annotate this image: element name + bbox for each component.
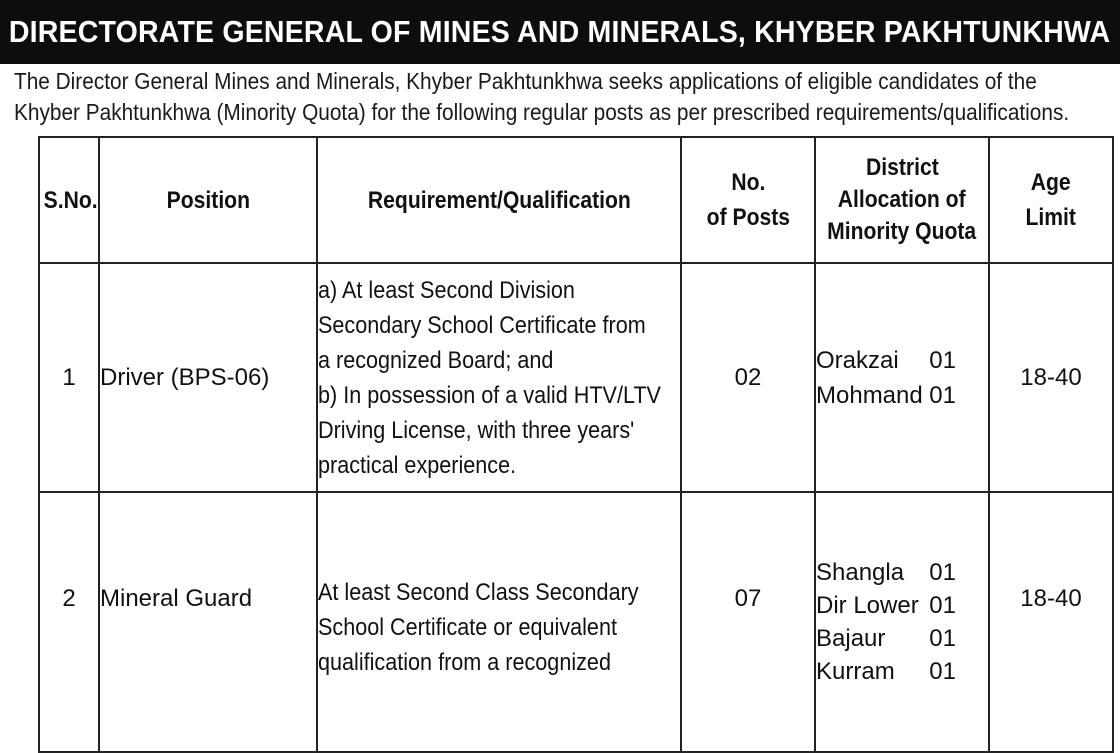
district-name: Mohmand [816,381,923,409]
district-name: Orakzai [816,346,899,374]
cell-posts: 07 [681,492,815,752]
cell-age: 18-40 [989,492,1113,752]
cell-sno: 1 [39,263,99,492]
cell-position: Driver (BPS-06) [99,263,317,492]
header-posts: No. of Posts [681,137,815,263]
district-entry [816,589,956,622]
cell-districts [815,492,989,752]
cell-posts: 02 [681,263,815,492]
table-row [39,263,1113,492]
district-count: 01 [929,559,956,586]
header-banner [0,0,1120,64]
requirement-line: School Certificate or equivalent [318,613,617,641]
requirement-line: qualification from a recognized [318,648,611,676]
intro-line-1: The Director General Mines and Minerals, Khyber Pakhtunkhwa seeks applications of eligible candidates of the [14,68,1037,94]
district-count: 01 [929,381,956,409]
district-name: Kurram [816,658,895,685]
requirement-line: Secondary School Certificate from [318,311,646,339]
requirement-line: a) At least Second Division [318,276,575,304]
cell-sno: 2 [39,492,99,752]
cell-position: Mineral Guard [99,492,317,752]
requirement-line: b) In possession of a valid HTV/LTV [318,381,661,409]
header-age: Age Limit [989,137,1113,263]
district-entry [816,378,956,413]
requirement-line: practical experience. [318,451,517,479]
district-name: Bajaur [816,625,886,652]
requirement-line: a recognized Board; and [318,346,554,374]
intro-paragraph [14,66,1114,128]
requirement-line: At least Second Class Secondary [318,578,639,606]
table-row [39,492,1113,752]
cell-districts [815,263,989,492]
posts-table [38,136,1114,753]
district-entry [816,622,956,655]
header-position: Position [99,137,317,263]
cell-requirement [317,492,681,752]
district-entry [816,343,956,378]
cell-age: 18-40 [989,263,1113,492]
header-sno: S.No. [39,137,99,263]
requirement-line: Driving License, with three years' [318,416,635,444]
header-requirement: Requirement/Qualification [317,137,681,263]
district-name: Dir Lower [816,592,919,619]
intro-line-2: Khyber Pakhtunkhwa (Minority Quota) for the following regular posts as per prescribed requirements/qualifications. [14,99,1070,125]
cell-requirement [317,263,681,492]
district-count: 01 [929,658,956,685]
district-count: 01 [929,346,956,374]
district-name: Shangla [816,559,905,586]
district-count: 01 [929,592,956,619]
district-entry [816,655,956,688]
table-header-row [39,137,1113,263]
header-district: District Allocation of Minority Quota [815,137,989,263]
district-entry [816,556,956,589]
page-title: DIRECTORATE GENERAL OF MINES AND MINERALS, KHYBER PAKHTUNKHWA [9,14,1111,49]
district-count: 01 [929,625,956,652]
